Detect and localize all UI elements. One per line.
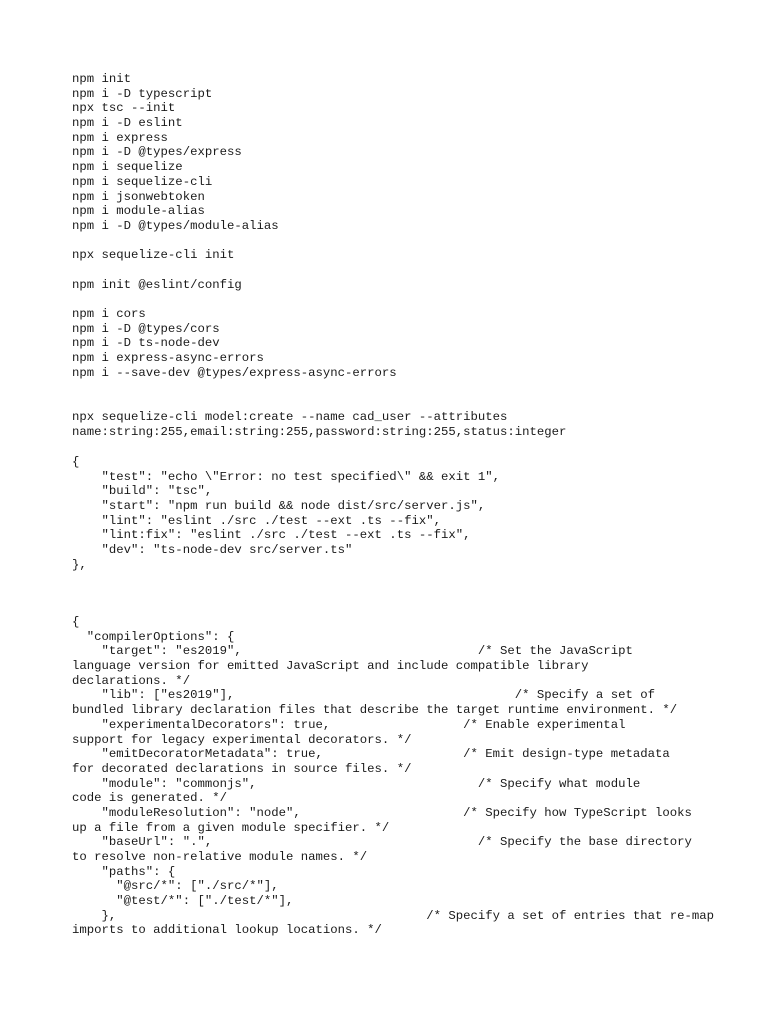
code-line: npx tsc --init (72, 101, 176, 116)
code-line: "test": "echo \"Error: no test specified\" && exit 1", (72, 469, 501, 484)
code-line: name:string:255,email:string:255,password:string:255,status:integer (72, 424, 567, 439)
package-scripts-block (72, 455, 500, 573)
code-line: bundled library declaration files that describe the target runtime environment. */ (72, 703, 678, 718)
code-line: "emitDecoratorMetadata": true, /* Emit design-type metadata (72, 747, 670, 762)
code-line: "start": "npm run build && node dist/src/server.js", (72, 499, 486, 514)
code-line: support for legacy experimental decorators. */ (72, 732, 412, 747)
code-line: npm i cors (72, 307, 146, 321)
code-line: { (72, 615, 80, 629)
code-line: "paths": { (72, 864, 176, 879)
code-line: imports to additional lookup locations. */ (72, 923, 382, 938)
code-line: npx sequelize-cli init (72, 248, 235, 263)
code-line: npx sequelize-cli model:create --name cad_user --attributes (72, 409, 508, 424)
code-line: npm i module-alias (72, 204, 205, 219)
code-line: npm i sequelize (72, 160, 183, 175)
code-line: npm init (72, 72, 132, 86)
code-line: npm i express (72, 130, 168, 145)
code-line: "@test/*": ["./test/*"], (72, 894, 294, 909)
code-line: npm i --save-dev @types/express-async-errors (72, 365, 397, 380)
code-line: }, (72, 557, 87, 572)
code-line: npm i -D @types/module-alias (72, 218, 279, 233)
npm-commands-block (72, 72, 566, 439)
code-line: "lib": ["es2019"], /* Specify a set of (72, 688, 655, 703)
tsconfig-block (72, 615, 714, 938)
code-line: "dev": "ts-node-dev src/server.ts" (72, 543, 353, 558)
code-line: language version for emitted JavaScript and include compatible library (72, 659, 589, 674)
code-line: npm i -D @types/cors (72, 321, 220, 336)
code-line: npm i -D typescript (72, 86, 213, 101)
code-line: npm i express-async-errors (72, 351, 264, 366)
code-line: npm init @eslint/config (72, 277, 242, 292)
code-line: declarations. */ (72, 673, 191, 688)
code-line: code is generated. */ (72, 791, 227, 806)
code-line (72, 234, 566, 249)
code-line: npm i jsonwebtoken (72, 189, 205, 204)
code-line: { (72, 455, 80, 469)
code-line (72, 395, 566, 410)
code-line: }, /* Specify a set of entries that re-map (72, 908, 715, 923)
code-line (72, 292, 566, 307)
code-line: up a file from a given module specifier. */ (72, 820, 390, 835)
code-line: "module": "commonjs", /* Specify what module (72, 776, 641, 791)
code-line (72, 263, 566, 278)
code-line: npm i -D ts-node-dev (72, 336, 220, 351)
code-line: "build": "tsc", (72, 484, 213, 499)
code-line: "target": "es2019", /* Set the JavaScript (72, 644, 633, 659)
code-line: npm i -D @types/express (72, 145, 242, 160)
code-line (72, 380, 566, 395)
code-line: "compilerOptions": { (72, 629, 235, 644)
code-line: "moduleResolution": "node", /* Specify how TypeScript looks (72, 805, 692, 820)
code-line: npm i -D eslint (72, 116, 183, 131)
code-line: "lint:fix": "eslint ./src ./test --ext .ts --fix", (72, 528, 471, 543)
code-line: "baseUrl": ".", /* Specify the base directory (72, 835, 692, 850)
code-line: "lint": "eslint ./src ./test --ext .ts --fix", (72, 513, 441, 528)
code-line: for decorated declarations in source files. */ (72, 761, 412, 776)
code-line: "@src/*": ["./src/*"], (72, 879, 279, 894)
code-line: npm i sequelize-cli (72, 174, 213, 189)
code-line: to resolve non-relative module names. */ (72, 850, 368, 864)
code-line: "experimentalDecorators": true, /* Enable experimental (72, 717, 626, 732)
